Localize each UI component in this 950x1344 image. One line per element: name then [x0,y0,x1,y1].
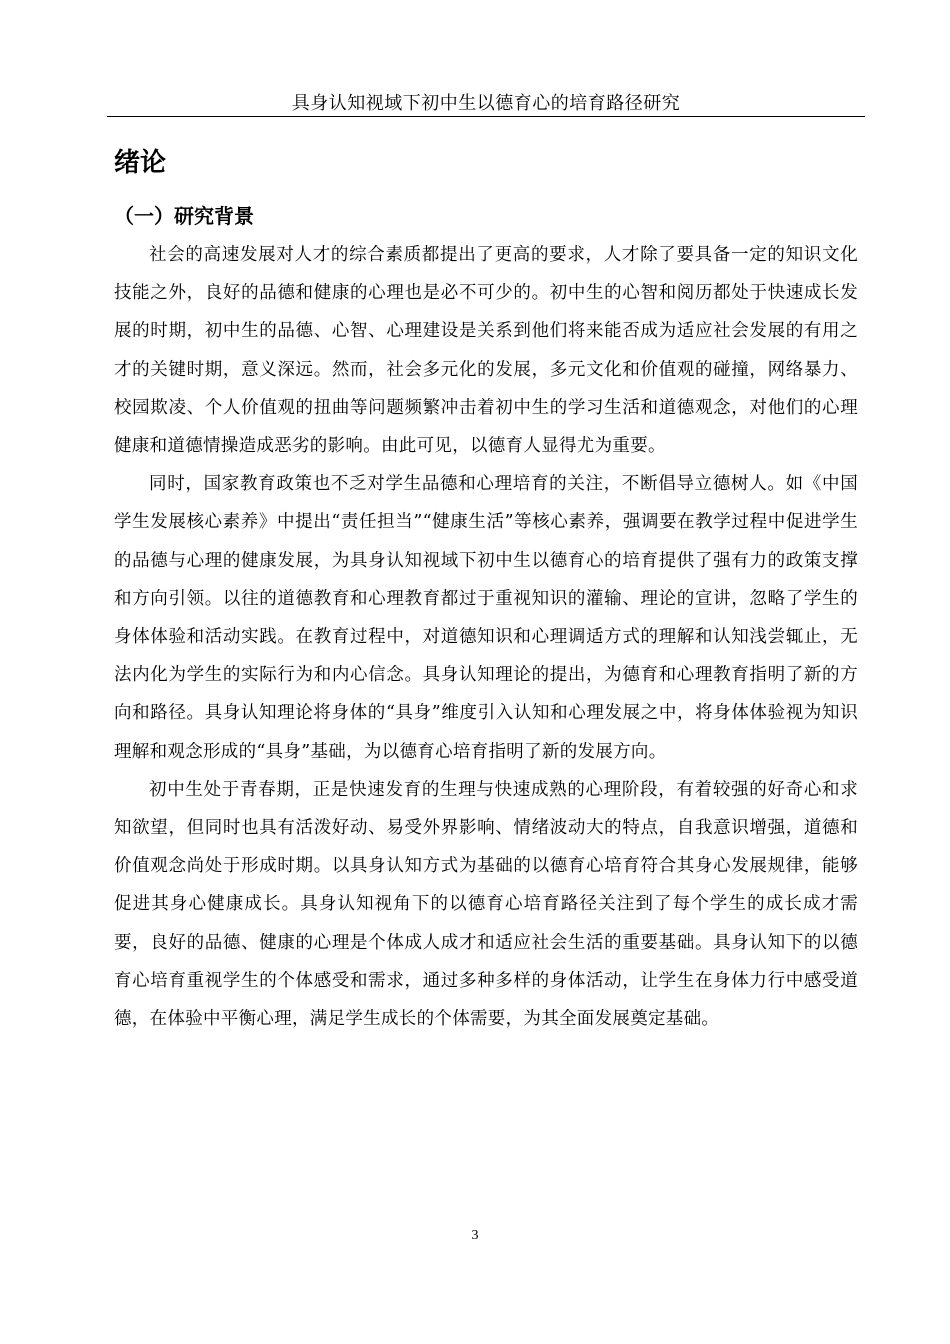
paragraph: 同时，国家教育政策也不乏对学生品德和心理培育的关注，不断倡导立德树人。如《中国学生发展核心素养》中提出“责任担当”“健康生活”等核心素养，强调要在教学过程中促进学生的品德与心理的健康发展，为具身认知视域下初中生以德育心的培育提供了强有力的政策支撑和方向引领。以往的道德教育和心理教育都过于重视知识的灌输、理论的宣讲，忽略了学生的身体体验和活动实践。在教育过程中，对道德知识和心理调适方式的理解和认知浅尝辄止，无法内化为学生的实际行为和内心信念。具身认知理论的提出，为德育和心理教育指明了新的方向和路径。具身认知理论将身体的“具身”维度引入认知和心理发展之中，将身体体验视为知识理解和观念形成的“具身”基础，为以德育心培育指明了新的发展方向。 [114,474,858,762]
paragraph: 初中生处于青春期，正是快速发育的生理与快速成熟的心理阶段，有着较强的好奇心和求知欲望，但同时也具有活泼好动、易受外界影响、情绪波动大的特点，自我意识增强，道德和价值观念尚处于形成时期。以具身认知方式为基础的以德育心培育符合其身心发展规律，能够促进其身心健康成长。具身认知视角下的以德育心培育路径关注到了每个学生的成长成才需要，良好的品德、健康的心理是个体成人成才和适应社会生活的重要基础。具身认知下的以德育心培育重视学生的个体感受和需求，通过多种多样的身体活动，让学生在身体力行中感受道德，在体验中平衡心理，满足学生成长的个体需要，为其全面发展奠定基础。 [114,779,858,1030]
header-rule [107,116,865,117]
running-header: 具身认知视域下初中生以德育心的培育路径研究 [291,93,681,114]
section-title: （一）研究背景 [114,204,254,228]
body-text [114,236,858,1038]
paragraph: 社会的高速发展对人才的综合素质都提出了更高的要求，人才除了要具备一定的知识文化技能之外，良好的品德和健康的心理也是必不可少的。初中生的心智和阅历都处于快速成长发展的时期，初中生的品德、心智、心理建设是关系到他们将来能否成为适应社会发展的有用之才的关键时期，意义深远。然而，社会多元化的发展，多元文化和价值观的碰撞，网络暴力、校园欺凌、个人价值观的扭曲等问题频繁冲击着初中生的学习生活和道德观念，对他们的心理健康和道德情操造成恶劣的影响。由此可见，以德育人显得尤为重要。 [114,245,858,457]
chapter-title: 绪论 [114,148,167,178]
page-number: 3 [471,1228,479,1243]
